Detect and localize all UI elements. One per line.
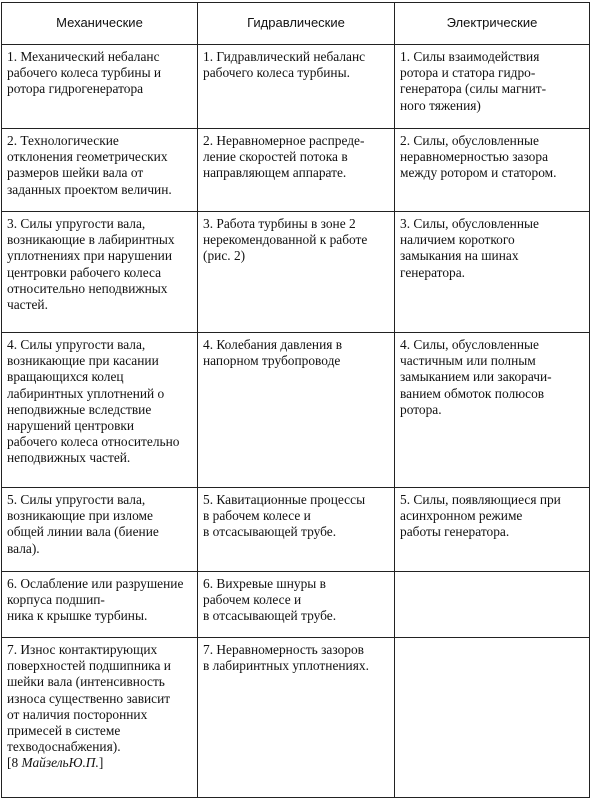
table-cell: 4. Силы упругости вала, возникающие при касании вращающихся колец лабиринтных уплотнений о неподвижные вследствие нарушений центровки рабочего колеса относительно неподвижных частей.: [2, 333, 198, 488]
table-row: [2, 212, 590, 333]
table-cell: 5. Кавитационные процессы в рабочем колесе и в отсасывающей трубе.: [198, 488, 395, 572]
table-cell: 4. Силы, обусловленные частичным или полным замыканием или закорачи- ванием обмоток полюсов ротора.: [395, 333, 590, 488]
table-cell: [395, 572, 590, 638]
table-cell: 3. Работа турбины в зоне 2 нерекомендованной к работе (рис. 2): [198, 212, 395, 333]
table-row: [2, 45, 590, 129]
table-cell: 6. Вихревые шнуры в рабочем колесе и в отсасывающей трубе.: [198, 572, 395, 638]
table-cell: 2. Неравномерное распреде- ление скоростей потока в направляющем аппарате.: [198, 129, 395, 212]
table-cell: 7. Износ контактирующих поверхностей подшипника и шейки вала (интенсивность износа существенно зависит от наличия посторонних примесей в системе техводоснабжения). [8 МайзельЮ.П.]: [2, 638, 198, 798]
table-cell: 5. Силы упругости вала, возникающие при изломе общей линии вала (биение вала).: [2, 488, 198, 572]
vibration-causes-table: [1, 2, 590, 798]
table-row: [2, 333, 590, 488]
header-hydraulic: Гидравлические: [198, 3, 395, 45]
table-row: [2, 638, 590, 798]
table-cell: 7. Неравномерность зазоров в лабиринтных уплотнениях.: [198, 638, 395, 798]
citation: [8 МайзельЮ.П.]: [7, 755, 104, 771]
table-cell: 3. Силы, обусловленные наличием короткого замыкания на шинах генератора.: [395, 212, 590, 333]
table-cell: [395, 638, 590, 798]
table-row: [2, 488, 590, 572]
header-mechanical: Механические: [2, 3, 198, 45]
header-electrical: Электрические: [395, 3, 590, 45]
table-cell: 6. Ослабление или разрушение корпуса подшип- ника к крышке турбины.: [2, 572, 198, 638]
table-cell: 3. Силы упругости вала, возникающие в лабиринтных уплотнениях при нарушении центровки рабочего колеса относительно неподвижных частей.: [2, 212, 198, 333]
table-cell: 1. Силы взаимодействия ротора и статора гидро- генератора (силы магнит- ного тяжения): [395, 45, 590, 129]
table-cell: 2. Силы, обусловленные неравномерностью зазора между ротором и статором.: [395, 129, 590, 212]
table-header-row: [2, 3, 590, 45]
table-row: [2, 129, 590, 212]
table-cell: 2. Технологические отклонения геометрических размеров шейки вала от заданных проектом величин.: [2, 129, 198, 212]
table-cell: 1. Механический небаланс рабочего колеса турбины и ротора гидрогенератора: [2, 45, 198, 129]
table-cell: 4. Колебания давления в напорном трубопроводе: [198, 333, 395, 488]
table-cell: 1. Гидравлический небаланс рабочего колеса турбины.: [198, 45, 395, 129]
table-cell: 5. Силы, появляющиеся при асинхронном режиме работы генератора.: [395, 488, 590, 572]
table-row: [2, 572, 590, 638]
